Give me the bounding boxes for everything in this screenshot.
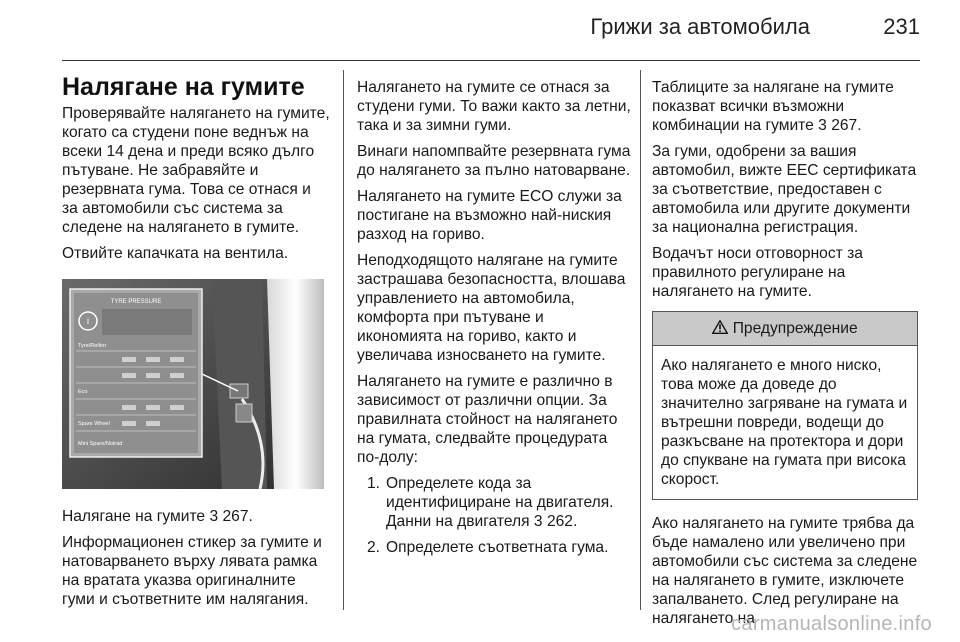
column-2 [357,68,631,642]
column-3 [652,68,918,642]
col1-paragraph-1: Проверявайте налягането на гумите, когато са студени поне веднъж на всеки 14 дена и преди всяко дълго пътуване. Не забравяйте и резервната гума. Това се отнася и за автомобили със система за следене на налягането в гумите. [62,105,330,236]
header-rule [62,60,920,61]
column-1 [62,68,330,642]
section-title: Налягане на гумите [62,73,305,101]
sticker-title: TYRE PRESSURE [110,299,162,305]
page-number: 231 [883,14,920,39]
col2-paragraph-1: Налягането на гумите се отнася за студени гуми. То важи както за летни, така и за зимни гуми. [357,79,631,134]
list-item-text: Определете кода за идентифициране на двигателя. Данни на двигателя [386,475,614,530]
sticker-row-3: Spare Wheel [78,421,110,427]
svg-text:i: i [87,316,89,326]
warning-triangle-icon [712,320,728,334]
col1-paragraph-2: Отвийте капачката на вентила. [62,245,289,262]
warning-header [653,312,917,346]
col2-paragraph-2: Винаги напомпвайте резервната гума до налягането за пълно натоварване. [357,143,631,179]
tyre-sticker-illustration [62,279,324,489]
page-ref-arrow-icon: 3 [533,513,543,530]
col2-paragraph-4: Неподходящото налягане на гумите застрашава безопасността, влошава управлението на автомобила, комфорта при пътуване и икономията на гориво, както и увеличава износването на гумите. [357,252,626,364]
procedure-list [357,474,631,557]
tyre-sticker-photo [62,279,324,489]
col1-page-ref[interactable]: 267. [222,508,253,525]
list-item-text: Определете съответната гума. [386,539,609,556]
sticker-row-2: Eco [78,389,88,395]
col2-paragraph-5: Налягането на гумите е различно в зависимост от различни опции. За правилната стойност на налягането на гумата, следвайте процедурата по-долу: [357,373,618,466]
list-item [357,538,631,557]
warning-body [653,346,917,499]
warning-title: Предупреждение [732,320,858,337]
col3-paragraph-2: За гуми, одобрени за вашия автомобил, вижте EEC сертификата за съответствие, предоставен с автомобила или другите документи за национална регистрация. [652,143,917,236]
column-divider-2 [640,70,641,610]
col2-paragraph-3: Налягането на гумите ECO служи за постигане на възможно най-ниския разход на гориво. [357,188,622,243]
page-header-title: Грижи за автомобила [590,14,810,39]
col3-paragraph-1 [652,78,918,135]
list-item-page-ref[interactable]: 262. [546,513,578,530]
warning-text: Ако налягането е много ниско, това може да доведе до значително загряване на гумата и вътрешни повреди, водещи до разкъсване на протектора и дори до спукване на гумата при висока скорост. [661,357,908,488]
col3-paragraph-3: Водачът носи отговорност за правилното регулиране на налягането на гумите. [652,245,863,300]
watermark: carmanualsonline.info [731,613,932,635]
page-ref-arrow-icon: 3 [818,117,827,134]
list-item-number: 2. [367,539,381,556]
list-item-number: 1. [367,475,381,492]
sticker-row-1: Tyre/Reifen [78,343,107,349]
col3-paragraph-1-text: Таблиците за налягане на гумите показват всички възможни комбинации на гумите [652,79,894,134]
warning-box [652,311,918,500]
col3-page-ref[interactable]: 267. [831,117,862,134]
col1-paragraph-4: Информационен стикер за гумите и натоварването върху лявата рамка на вратата указва оригиналните гуми и съответните им налягания. [62,534,322,608]
list-item [357,474,631,531]
column-divider-1 [343,70,344,610]
col3-paragraph-4: Ако налягането на гумите трябва да бъде намалено или увеличено при автомобили със система за следене на налягането в гумите, изключете запалването. След регулиране на налягането на [652,515,918,627]
col1-paragraph-3-text: Налягане на гумите [62,508,206,525]
sticker-row-4: Mini Spare/Notrad [78,441,123,447]
col1-paragraph-3 [62,507,330,526]
page-ref-arrow-icon: 3 [209,508,219,525]
